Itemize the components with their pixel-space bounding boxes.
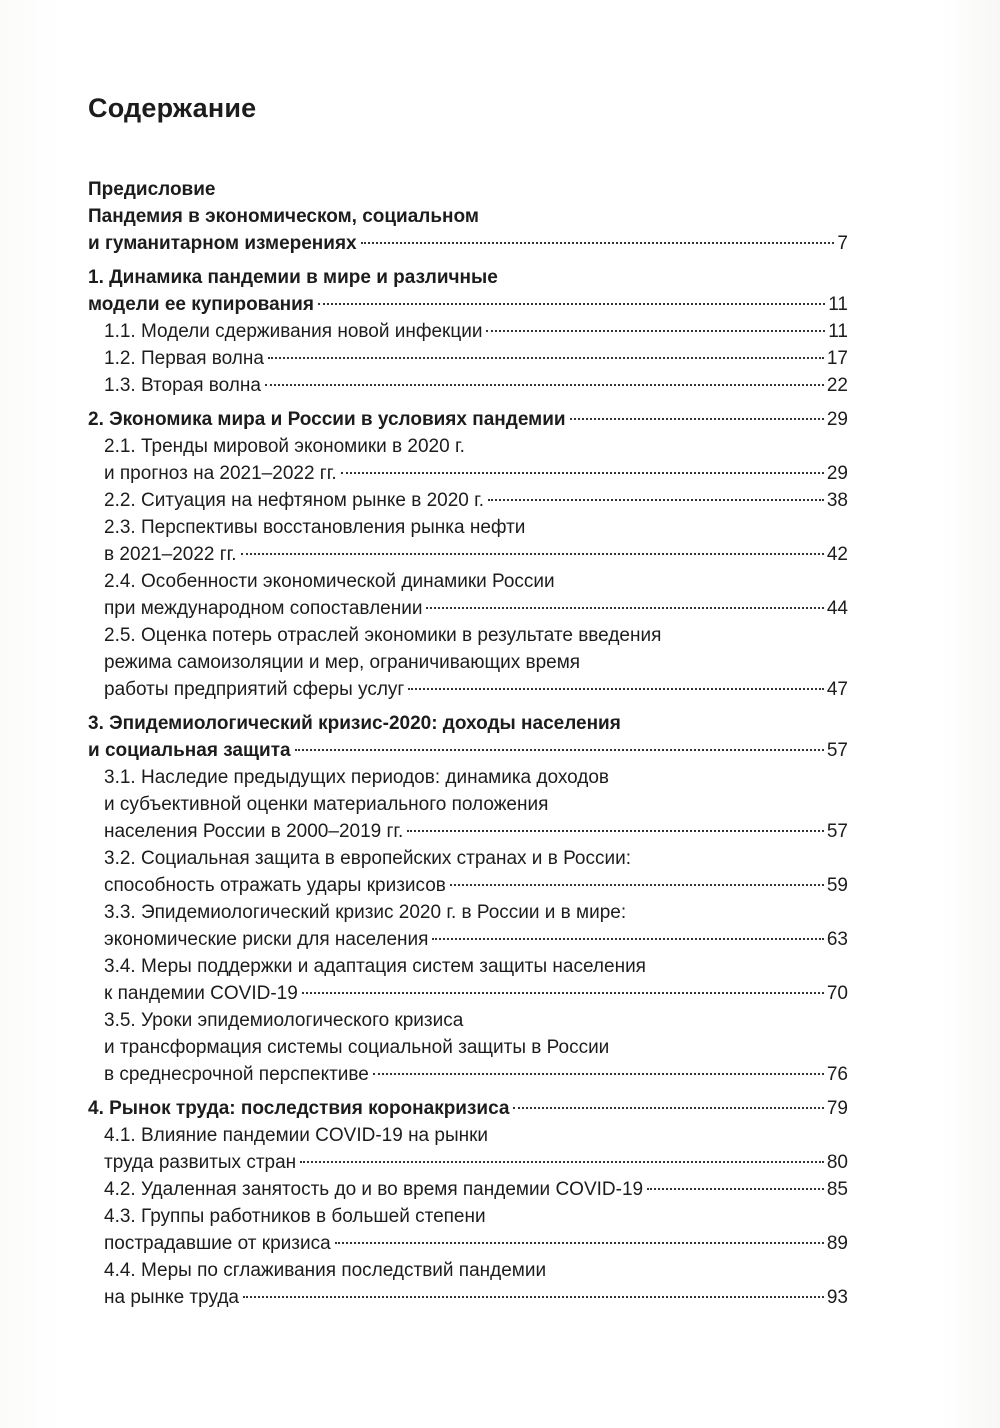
toc-section-2-4-cont[interactable]: при международном сопоставлении 44 xyxy=(88,595,848,622)
toc-chapter-3-cont[interactable]: и социальная защита 57 xyxy=(88,737,848,764)
page-number: 22 xyxy=(826,375,848,396)
page-number: 7 xyxy=(837,233,848,254)
dot-leader xyxy=(432,938,823,940)
toc-section-1-1[interactable]: 1.1. Модели сдерживания новой инфекции 11 xyxy=(88,318,848,345)
dot-leader xyxy=(335,1242,824,1244)
dot-leader xyxy=(513,1107,823,1109)
dot-leader xyxy=(361,242,835,244)
toc-section-3-5: 3.5. Уроки эпидемиологического кризиса xyxy=(104,1010,464,1031)
toc-section-3-3-cont[interactable]: экономические риски для населения 63 xyxy=(88,926,848,953)
toc-chapter-1-cont[interactable]: модели ее купирования 11 xyxy=(88,291,848,318)
toc-section-2-5-cont-2[interactable]: работы предприятий сферы услуг 47 xyxy=(88,676,848,703)
toc-preface-label: Предисловие xyxy=(88,179,216,200)
toc-section-2-5-cont-1: режима самоизоляции и мер, ограничивающих время xyxy=(104,652,581,673)
page-number: 29 xyxy=(826,409,848,430)
page-number: 59 xyxy=(826,875,848,896)
dot-leader xyxy=(373,1073,824,1075)
page-number: 47 xyxy=(826,679,848,700)
toc-section-1-3[interactable]: 1.3. Вторая волна 22 xyxy=(88,372,848,399)
toc-section-4-2[interactable]: 4.2. Удаленная занятость до и во время пандемии COVID-19 85 xyxy=(88,1176,848,1203)
toc-section-2-3: 2.3. Перспективы восстановления рынка нефти xyxy=(104,517,526,538)
dot-leader xyxy=(450,884,824,886)
dot-leader xyxy=(341,472,824,474)
toc-chapter-1: 1. Динамика пандемии в мире и различные xyxy=(88,267,498,288)
dot-leader xyxy=(408,688,823,690)
dot-leader xyxy=(243,1296,824,1298)
toc-section-4-4: 4.4. Меры по сглаживания последствий пандемии xyxy=(104,1260,547,1281)
page-number: 63 xyxy=(826,929,848,950)
toc-section-4-1-cont[interactable]: труда развитых стран 80 xyxy=(88,1149,848,1176)
toc-section-2-1-cont[interactable]: и прогноз на 2021–2022 гг. 29 xyxy=(88,460,848,487)
dot-leader xyxy=(426,607,823,609)
toc-section-4-3-cont[interactable]: пострадавшие от кризиса 89 xyxy=(88,1230,848,1257)
page-number: 93 xyxy=(826,1287,848,1308)
page-number: 38 xyxy=(826,490,848,511)
toc-section-4-3: 4.3. Группы работников в большей степени xyxy=(104,1206,486,1227)
toc-section-3-5-cont-2[interactable]: в среднесрочной перспективе 76 xyxy=(88,1061,848,1088)
page-number: 79 xyxy=(826,1098,848,1119)
dot-leader xyxy=(486,330,825,332)
page-number: 70 xyxy=(826,983,848,1004)
page-number: 85 xyxy=(826,1179,848,1200)
toc-chapter-2[interactable]: 2. Экономика мира и России в условиях пандемии 29 xyxy=(88,406,848,433)
dot-leader xyxy=(265,384,824,386)
page-title: Содержание xyxy=(88,93,257,123)
toc-section-3-4: 3.4. Меры поддержки и адаптация систем защиты населения xyxy=(104,956,646,977)
toc-section-3-5-cont-1: и трансформация системы социальной защиты в России xyxy=(104,1037,610,1058)
dot-leader xyxy=(570,418,824,420)
toc-section-4-1: 4.1. Влияние пандемии COVID-19 на рынки xyxy=(104,1125,489,1146)
toc-section-2-5: 2.5. Оценка потерь отраслей экономики в результате введения xyxy=(104,625,662,646)
dot-leader xyxy=(268,357,824,359)
toc-preface-title-2[interactable]: и гуманитарном измерениях 7 xyxy=(88,230,848,257)
dot-leader xyxy=(295,749,824,751)
page-number: 17 xyxy=(826,348,848,369)
dot-leader xyxy=(488,499,824,501)
dot-leader xyxy=(302,992,824,994)
dot-leader xyxy=(241,553,824,555)
toc-chapter-4[interactable]: 4. Рынок труда: последствия коронакризиса 79 xyxy=(88,1095,848,1122)
toc-preface-title-1: Пандемия в экономическом, социальном xyxy=(88,206,479,227)
page-number: 76 xyxy=(826,1064,848,1085)
toc-section-4-4-cont[interactable]: на рынке труда 93 xyxy=(88,1284,848,1311)
toc-section-2-1: 2.1. Тренды мировой экономики в 2020 г. xyxy=(104,436,465,457)
table-of-contents xyxy=(88,176,848,1311)
page-number: 11 xyxy=(828,321,848,342)
toc-section-3-1-cont-1: и субъективной оценки материального положения xyxy=(104,794,549,815)
toc-section-3-1-cont-2[interactable]: населения России в 2000–2019 гг. 57 xyxy=(88,818,848,845)
page-number: 80 xyxy=(826,1152,848,1173)
toc-chapter-3: 3. Эпидемиологический кризис-2020: доходы населения xyxy=(88,713,621,734)
toc-section-3-2: 3.2. Социальная защита в европейских странах и в России: xyxy=(104,848,631,869)
dot-leader xyxy=(300,1161,824,1163)
toc-section-3-2-cont[interactable]: способность отражать удары кризисов 59 xyxy=(88,872,848,899)
page-number: 57 xyxy=(826,821,848,842)
page-number: 11 xyxy=(828,294,848,315)
page-number: 57 xyxy=(826,740,848,761)
dot-leader xyxy=(407,830,824,832)
page-number: 44 xyxy=(826,598,848,619)
toc-section-3-4-cont[interactable]: к пандемии COVID-19 70 xyxy=(88,980,848,1007)
toc-section-2-2[interactable]: 2.2. Ситуация на нефтяном рынке в 2020 г. 38 xyxy=(88,487,848,514)
dot-leader xyxy=(318,303,825,305)
toc-section-3-1: 3.1. Наследие предыдущих периодов: динамика доходов xyxy=(104,767,610,788)
toc-section-2-4: 2.4. Особенности экономической динамики России xyxy=(104,571,555,592)
toc-section-2-3-cont[interactable]: в 2021–2022 гг. 42 xyxy=(88,541,848,568)
page-number: 29 xyxy=(826,463,848,484)
toc-section-3-3: 3.3. Эпидемиологический кризис 2020 г. в России и в мире: xyxy=(104,902,627,923)
page-number: 89 xyxy=(826,1233,848,1254)
dot-leader xyxy=(647,1188,824,1190)
page-number: 42 xyxy=(826,544,848,565)
toc-section-1-2[interactable]: 1.2. Первая волна 17 xyxy=(88,345,848,372)
